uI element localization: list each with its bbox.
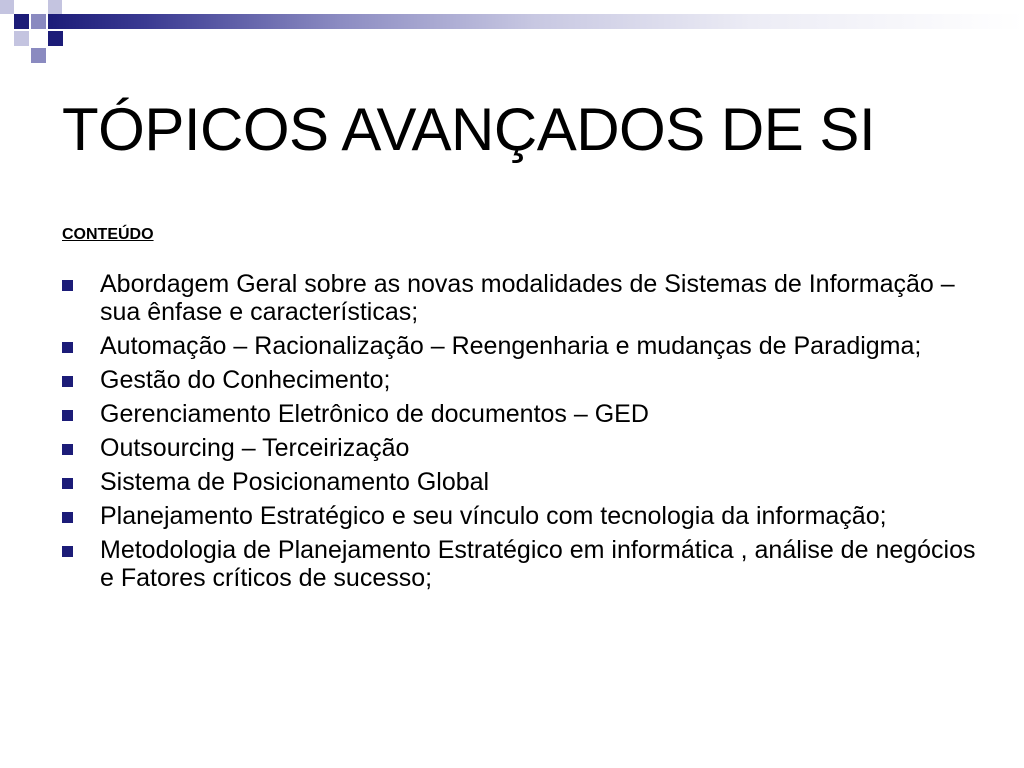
section-heading: CONTEÚDO	[62, 226, 154, 243]
list-item	[62, 400, 982, 428]
square-bullet-icon	[62, 478, 73, 489]
deco-square-icon	[31, 14, 46, 29]
header-gradient-bar	[48, 14, 1024, 29]
deco-square-icon	[14, 14, 29, 29]
square-bullet-icon	[62, 546, 73, 557]
deco-square-icon	[14, 31, 29, 46]
square-bullet-icon	[62, 280, 73, 291]
list-item	[62, 270, 982, 326]
deco-square-icon	[48, 31, 63, 46]
list-item	[62, 536, 982, 592]
square-bullet-icon	[62, 376, 73, 387]
slide-title: TÓPICOS AVANÇADOS DE SI	[62, 96, 876, 163]
list-item-text: Outsourcing – Terceirização	[100, 434, 410, 462]
deco-square-icon	[0, 0, 14, 14]
list-item-text: Planejamento Estratégico e seu vínculo com tecnologia da informação;	[100, 502, 887, 530]
deco-square-icon	[31, 48, 46, 63]
list-item-text: Gerenciamento Eletrônico de documentos – GED	[100, 400, 649, 428]
square-bullet-icon	[62, 410, 73, 421]
header-decoration	[0, 0, 1024, 64]
list-item	[62, 366, 982, 394]
list-item-text: Sistema de Posicionamento Global	[100, 468, 490, 496]
bullet-list	[62, 270, 982, 598]
list-item-text: Gestão do Conhecimento;	[100, 366, 391, 394]
list-item-text: Abordagem Geral sobre as novas modalidades de Sistemas de Informação – sua ênfase e características;	[100, 270, 955, 326]
list-item	[62, 332, 982, 360]
square-bullet-icon	[62, 512, 73, 523]
list-item-text: Automação – Racionalização – Reengenharia e mudanças de Paradigma;	[100, 332, 922, 360]
list-item-text: Metodologia de Planejamento Estratégico em informática , análise de negócios e Fatores críticos de sucesso;	[100, 536, 976, 592]
list-item	[62, 468, 982, 496]
deco-square-icon	[48, 0, 62, 14]
square-bullet-icon	[62, 342, 73, 353]
square-bullet-icon	[62, 444, 73, 455]
list-item	[62, 502, 982, 530]
list-item	[62, 434, 982, 462]
